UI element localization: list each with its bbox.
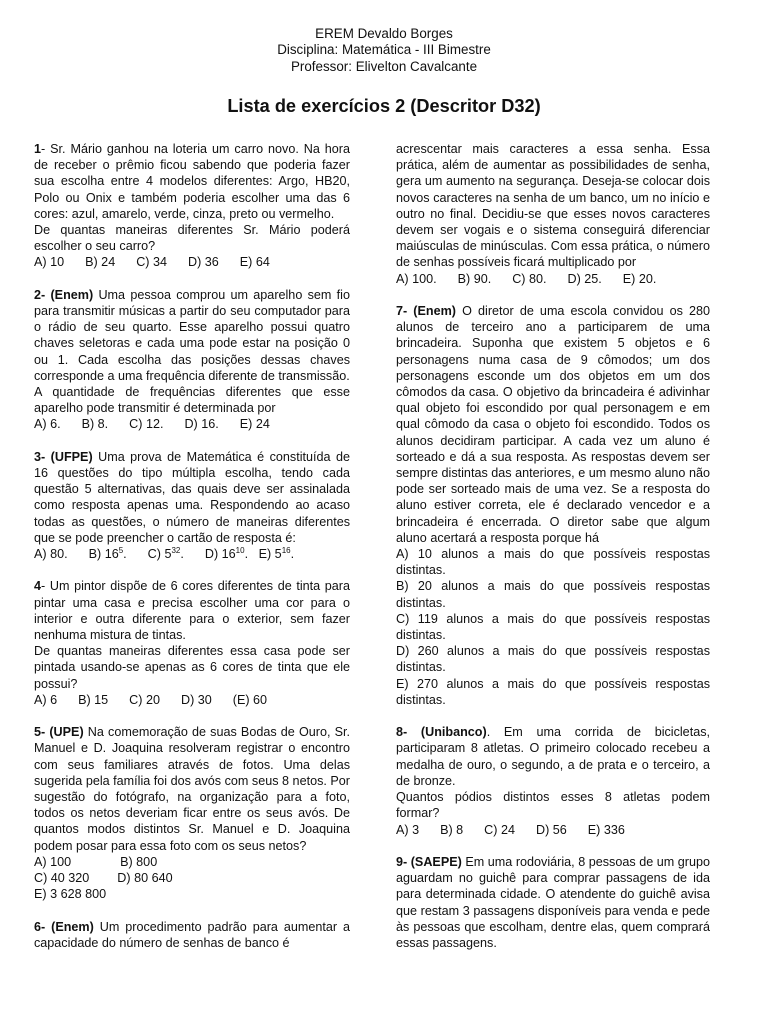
question-3 [34,449,350,562]
option-e: E) 270 alunos a mais do que possíveis respostas distintas. [396,676,710,707]
option-a: A) 80. [34,547,68,562]
answer-options: A) 6 B) 15 C) 20 D) 30 (E) 60 [34,692,268,707]
question-2 [34,287,350,433]
question-number: 9- (SAEPE) [396,854,462,869]
question-number: 8- (Unibanco) [396,725,487,740]
option-a: A) 10 alunos a mais do que possíveis respostas distintas. [396,547,710,578]
question-prompt: A quantidade de frequências diferentes que esse aparelho pode transmitir é determinada por [34,385,350,416]
question-7 [396,303,710,708]
answer-options: A) 3 B) 8 C) 24 D) 56 E) 336 [396,822,625,837]
question-text: Na comemoração de suas Bodas de Ouro, Sr. Manuel e D. Joaquina resolveram registrar o encontro com seus familiares através de fotos. Uma delas sugerida pela família foi dos avós com seus 8 netos. Por sugestão do fotógrafo, na organização para a foto, todos os netos deveriam ficar entre os seus avós. De quantos modos distintos Sr. Manuel e D. Joaquina podem posar para essa foto com os seus netos? [34,725,350,853]
option-e-exponent: 16 [281,545,291,555]
question-prompt: De quantas maneiras diferentes Sr. Mário poderá escolher o seu carro? [34,223,350,254]
question-text: Um procedimento padrão para aumentar a capacidade do número de senhas de banco é [34,919,350,950]
discipline-line: Disciplina: Matemática - III Bimestre [277,42,491,58]
question-1 [34,141,350,271]
school-name: EREM Devaldo Borges [315,26,453,41]
question-number: 1 [34,142,42,156]
question-number: 3- (UFPE) [34,449,93,464]
question-text: Em uma rodoviária, 8 pessoas de um grupo aguardam no guichê para comprar passagens de ida para determinada cidade. O atendente do guichê avisa que restam 3 passagens disponíveis para venda e pede às pessoas que escolham, dentre elas, quem comprará essas passagens. [396,854,710,950]
question-text: . Em uma corrida de bicicletas, participaram 8 atletas. O primeiro colocado recebeu a medalha de ouro, o segundo, a de prata e o terceiro, a de bronze. [396,725,710,788]
question-6-continued [396,141,710,287]
option-b: B) 16 [88,547,119,562]
option-d-exponent: 10 [235,545,245,555]
question-number: 4 [34,579,42,594]
question-8 [396,724,710,837]
question-text: Uma pessoa comprou um aparelho sem fio para transmitir músicas a partir do seu computador para o rádio de seu quarto. Esse aparelho possui quatro chaves seletoras e cada uma pode estar na posição 0 ou 1. Cada escolha das posições dessas chaves corresponde a uma frequência diferente de transmissão. [34,287,350,383]
teacher-line: Professor: Elivelton Cavalcante [290,58,478,74]
option-c: C) 119 alunos a mais do que possíveis respostas distintas. [396,611,710,643]
question-text: - Sr. Mário ganhou na loteria um carro novo. Na hora de receber o prêmio ficou sabendo que poderia fazer sua escolha entre 4 modelos diferentes: Argo, HB20, Polo ou Onix e também poderia escolher uma das 6 cores: azul, amarelo, verde, cinza, preto ou vermelho. [34,142,350,221]
left-column [34,141,350,967]
question-text: - Um pintor dispõe de 6 cores diferentes de tinta para pintar uma casa e precisa escolher uma cor para o interior e outra diferente para o exterior, sem fazer nenhuma mistura de tintas. [34,579,350,643]
answer-options: A) 10 B) 24 C) 34 D) 36 E) 64 [34,255,270,270]
question-text: Uma prova de Matemática é constituída de 16 questões do tipo múltipla escolha, tendo cada questão 5 alternativas, das quais deve ser assinalada como resposta apenas uma. Respondendo ao acaso todas as questões, o número de maneiras diferentes que se pode preencher o cartão de resposta é: [34,449,350,545]
answer-options: A) 80. B) $16^5$. C) $5^{32}$. D) $16^{10}$. E) $5^{16}$. [34,545,295,562]
question-prompt: De quantas maneiras diferentes essa casa pode ser pintada usando-se apenas as 6 cores de tinta que ele possui? [34,644,350,691]
question-5 [34,724,350,902]
question-9 [396,854,710,951]
option-d: D) 16 [204,547,236,562]
answer-options: A) 100. B) 90. C) 80. D) 25. E) 20. [396,271,657,286]
option-e: E) 5 [258,547,282,562]
question-6 [34,919,350,951]
question-4 [34,578,350,708]
page-title: Lista de exercícios 2 (Descritor D32) [227,96,541,116]
document-header [0,26,768,75]
question-prompt: Quantos pódios distintos esses 8 atletas podem formar? [396,790,710,821]
question-number: 5- (UPE) [34,725,84,740]
answer-options-row-3: E) 3 628 800 [34,887,107,902]
answer-options-row-2: C) 40 320 D) 80 640 [34,871,173,886]
option-b: B) 20 alunos a mais do que possíveis respostas distintas. [396,579,710,610]
answer-options: A) 6. B) 8. C) 12. D) 16. E) 24 [34,417,270,432]
question-number: 7- (Enem) [396,304,456,319]
option-c: C) 5 [147,547,172,562]
question-number: 2- (Enem) [34,287,94,302]
answer-options-row-1: A) 100 B) 800 [34,854,158,869]
question-number: 6- (Enem) [34,919,94,934]
question-text: O diretor de uma escola convidou os 280 alunos de terceiro ano a participarem de uma brincadeira. Suponha que existem 5 objetos e 6 personagens numa casa de 9 cômodos; um dos personagens esconde um dos objetos em um dos cômodos da casa. O objetivo da brincadeira é adivinhar qual objeto foi escondido por qual personagem e em qual cômodo da casa o objeto foi escondido. Todos os alunos decidiram participar. A cada vez um aluno é sorteado e dá a sua resposta. As respostas devem ser sempre distintas das anteriores, e um mesmo aluno não pode ser sorteado mais de uma vez. Se a resposta do aluno estiver correta, ele é declarado vencedor e a brincadeira é encerrada. O diretor sabe que algum aluno acertará a resposta porque há [396,304,710,545]
option-d: D) 260 alunos a mais do que possíveis respostas distintas. [396,644,710,675]
question-text: acrescentar mais caracteres a essa senha. Essa prática, além de aumentar as possibilidades de senha, gera um aumento na segurança. Deseja-se colocar dois novos caracteres na senha de um banco, um no início e outro no final. Decidiu-se que esses novos caracteres devem ser vogais e o sistema conseguirá diferenciar maiúsculas de minúsculas. Com essa prática, o número de senhas possíveis ficará multiplicado por [396,142,710,270]
option-b-exponent: 5 [118,545,124,555]
right-column [396,141,710,967]
option-c-exponent: 32 [171,545,181,555]
